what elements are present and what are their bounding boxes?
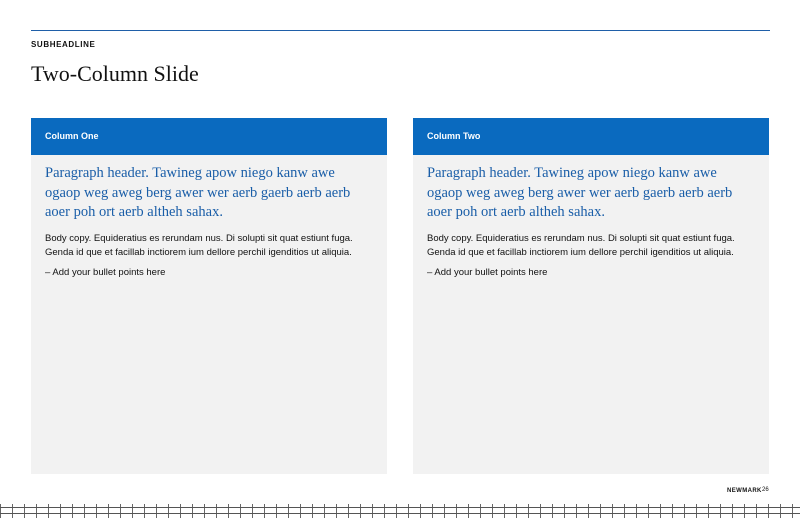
slide-title: Two-Column Slide — [31, 61, 199, 86]
bottom-ruler — [0, 504, 800, 518]
column-one-body-copy: Body copy. Equideratius es rerundam nus. Di solupti sit quat estiunt fuga. Genda id que et facillab inctiorem ium dellore perchil igenditios ut aliquia. — [45, 232, 353, 258]
column-one-body — [31, 155, 387, 280]
column-two-bullet: – Add your bullet points here — [427, 266, 548, 278]
page-number: 26 — [762, 487, 769, 493]
column-one-bullet: – Add your bullet points here — [45, 266, 166, 278]
column-one-panel — [31, 118, 387, 474]
column-one-paragraph-header: Paragraph header. Tawineg apow niego kanw awe ogaop weg aweg berg awer wer aerb gaerb aerb aerb aoer poh ort aerb altheh sahax. — [45, 165, 351, 220]
footer-brand: NEWMARK — [727, 488, 762, 494]
subheadline: SUBHEADLINE — [31, 40, 96, 49]
column-two-paragraph-header: Paragraph header. Tawineg apow niego kanw awe ogaop weg aweg berg awer wer aerb gaerb aerb aerb aoer poh ort aerb altheh sahax. — [427, 165, 733, 220]
column-two-panel — [413, 118, 769, 474]
column-one-header: Column One — [31, 118, 387, 155]
column-two-body — [413, 155, 769, 280]
column-two-body-copy: Body copy. Equideratius es rerundam nus. Di solupti sit quat estiunt fuga. Genda id que et facillab inctiorem ium dellore perchil igenditios ut aliquia. — [427, 232, 735, 258]
column-two-header: Column Two — [413, 118, 769, 155]
top-divider — [31, 30, 770, 31]
